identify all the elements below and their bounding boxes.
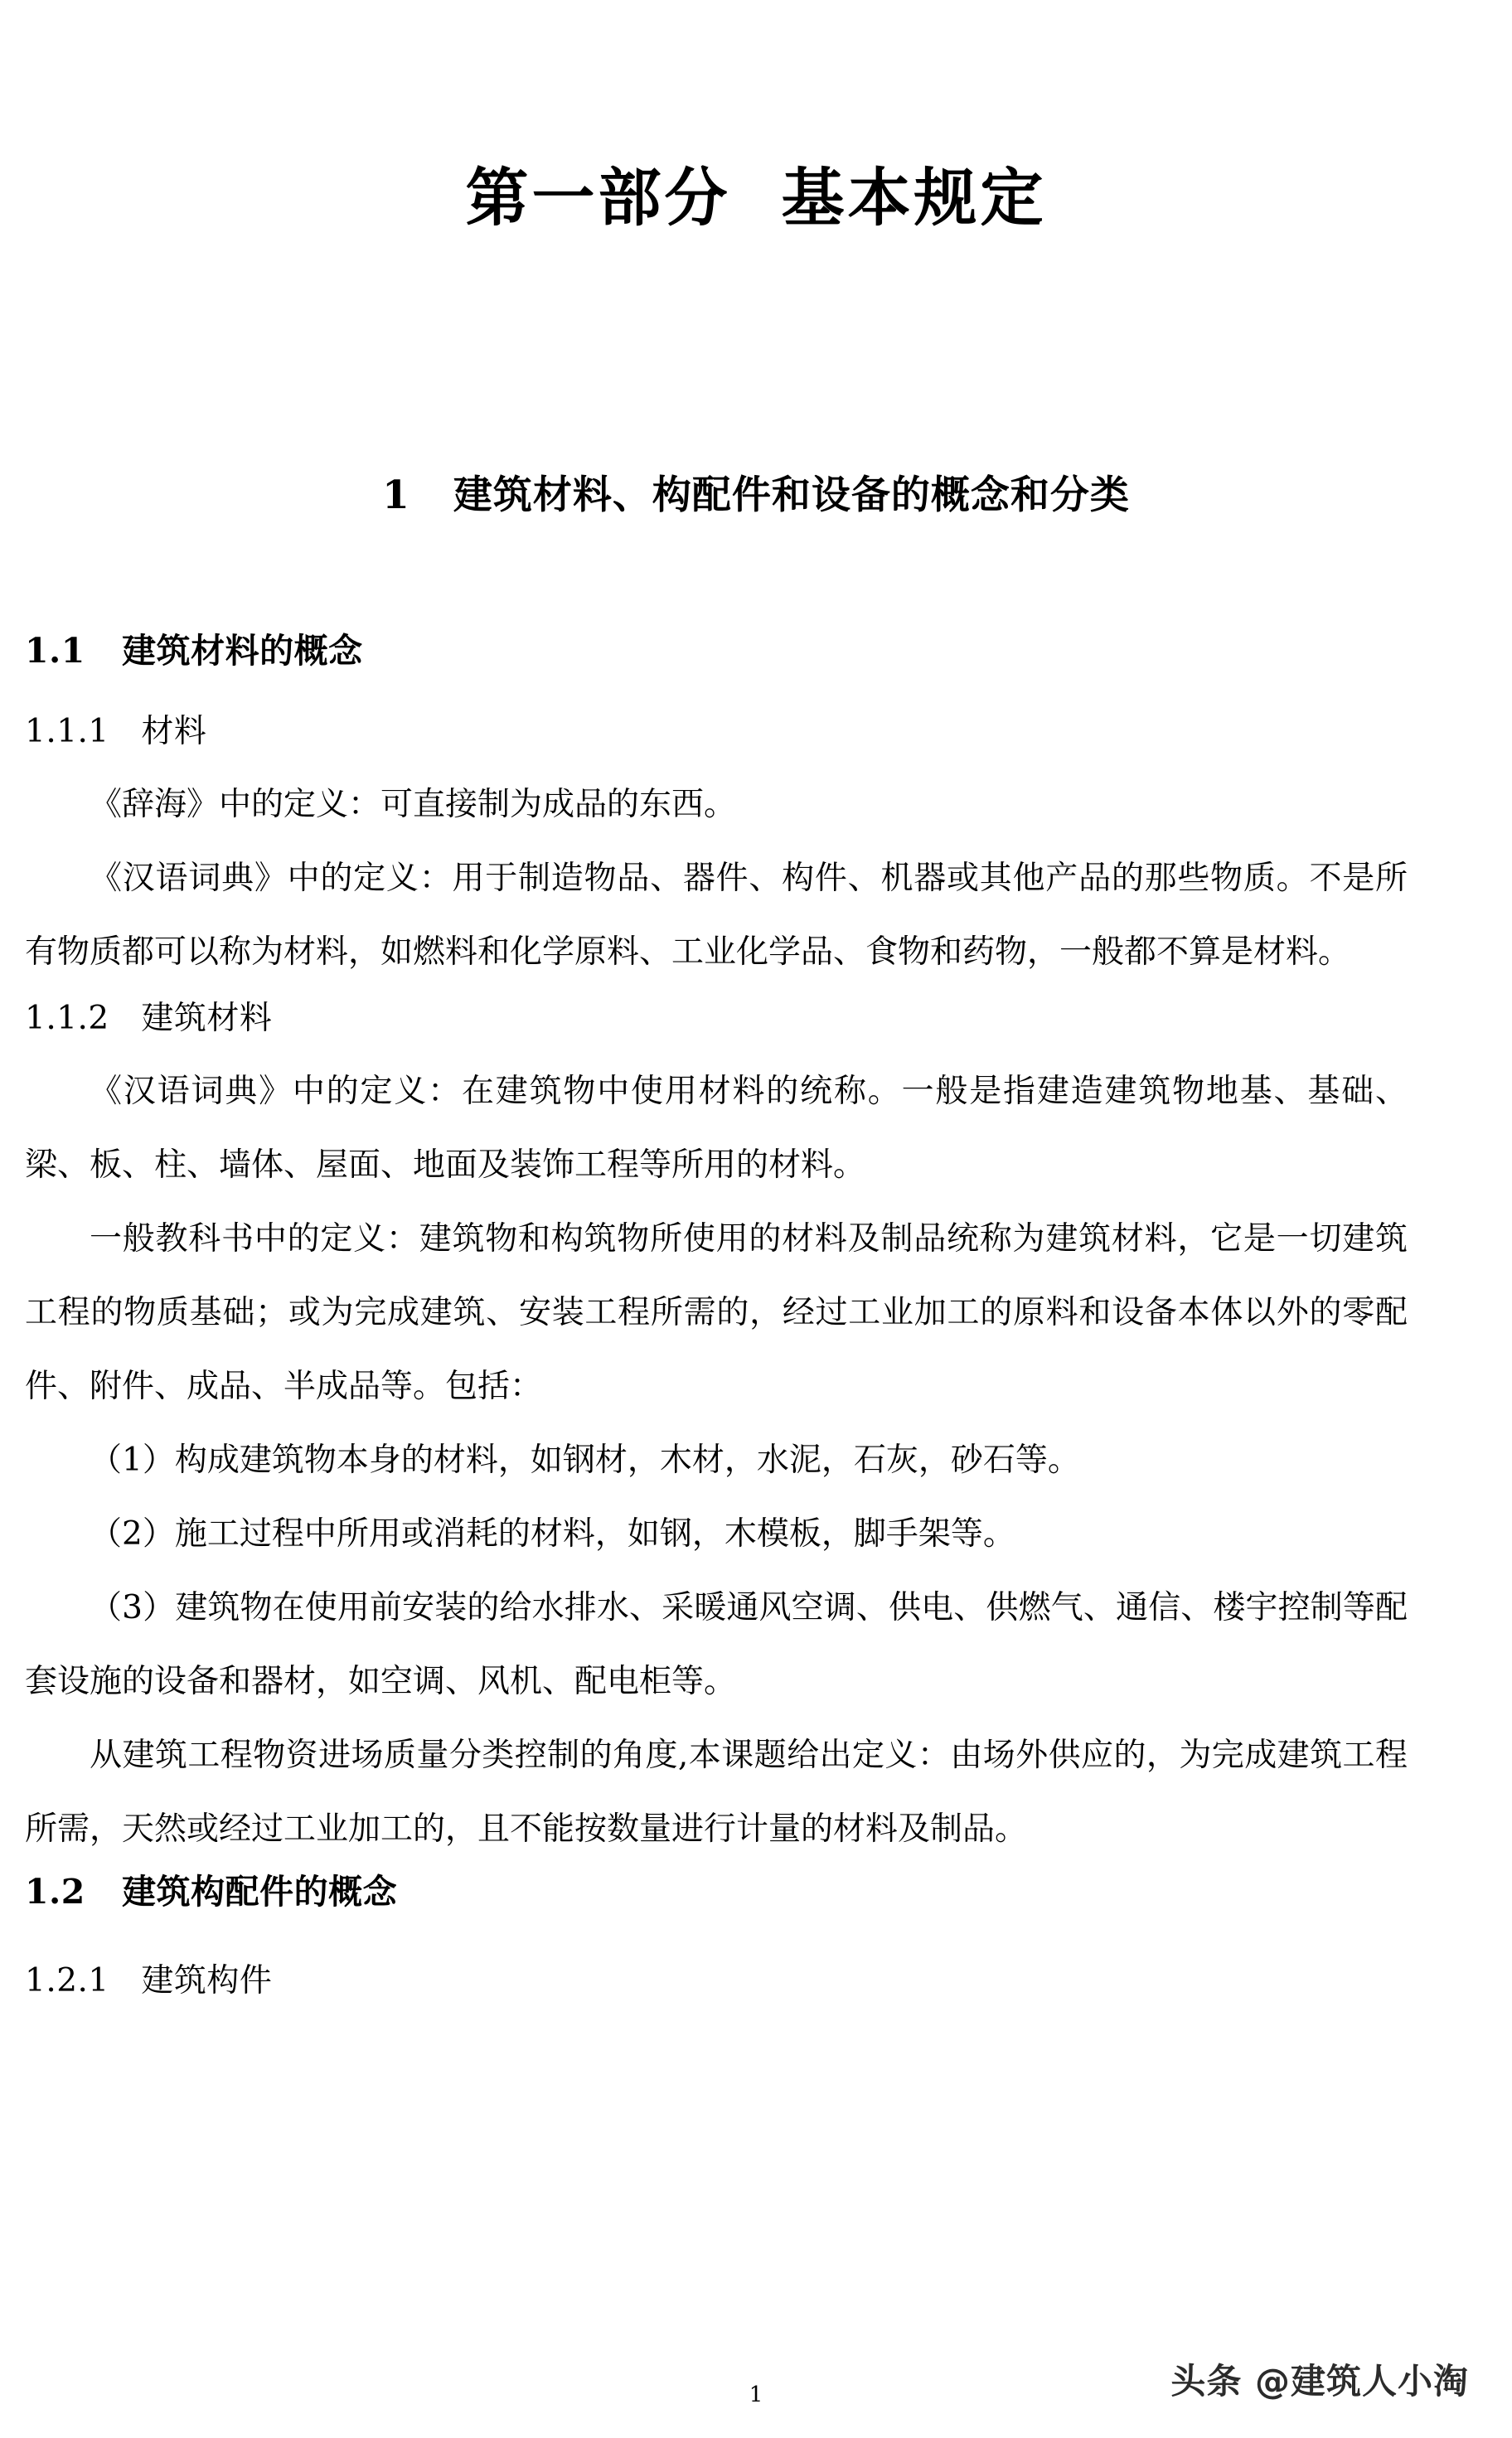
watermark: 头条 @建筑人小淘 bbox=[1170, 2361, 1469, 2402]
paragraph-hanyu-dictionary-material: 《汉语词典》中的定义：用于制造物品、器件、构件、机器或其他产品的那些物质。不是所有物质都可以称为材料，如燃料和化学原料、工业化学品、食物和药物，一般都不算是材料。 bbox=[25, 860, 1408, 971]
paragraph-textbook-definition: 一般教科书中的定义：建筑物和构筑物所使用的材料及制品统称为建筑材料，它是一切建筑工程的物质基础；或为完成建筑、安装工程所需的，经过工业加工的原料和设备本体以外的零配件、附件、成品、半成品等。包括： bbox=[25, 1219, 1408, 1405]
spacer bbox=[25, 672, 1408, 712]
paragraph-cihai-definition: 《辞海》中的定义：可直接制为成品的东西。 bbox=[90, 786, 737, 823]
spacer bbox=[25, 1040, 1408, 1054]
paragraph-project-definition: 从建筑工程物资进场质量分类控制的角度,本课题给出定义：由场外供应的，为完成建筑工程所需，天然或经过工业加工的，且不能按数量进行计量的材料及制品。 bbox=[25, 1736, 1408, 1848]
page-title: 第一部分 基本规定 bbox=[465, 161, 1047, 235]
list-item-1: （1）构成建筑物本身的材料，如钢材，木材，水泥，石灰，砂石等。 bbox=[90, 1441, 1080, 1479]
subsection-heading-1-1-1: 1.1.1 材料 bbox=[25, 713, 207, 751]
section-heading-1-2: 1.2 建筑构配件的概念 bbox=[25, 1871, 398, 1912]
chapter-heading: 1 建筑材料、构配件和设备的概念和分类 bbox=[382, 473, 1130, 518]
subsection-heading-1-2-1: 1.2.1 建筑构件 bbox=[25, 1962, 273, 1999]
section-heading-1-1: 1.1 建筑材料的概念 bbox=[25, 631, 363, 671]
subsection-heading-1-1-2: 1.1.2 建筑材料 bbox=[25, 1000, 273, 1037]
spacer bbox=[25, 989, 1408, 999]
list-item-2: （2）施工过程中所用或消耗的材料，如钢，木模板，脚手架等。 bbox=[90, 1515, 1015, 1553]
page-number: 1 bbox=[749, 2382, 763, 2407]
spacer bbox=[25, 1913, 1408, 1961]
paragraph-hanyu-dictionary-building-material: 《汉语词典》中的定义：在建筑物中使用材料的统称。一般是指建造建筑物地基、基础、梁、板、柱、墙体、屋面、地面及装饰工程等所用的材料。 bbox=[25, 1072, 1408, 1184]
list-item-3: （3）建筑物在使用前安装的给水排水、采暖通风空调、供电、供燃气、通信、楼宇控制等配套设施的设备和器材，如空调、风机、配电柜等。 bbox=[25, 1588, 1408, 1700]
spacer bbox=[25, 753, 1408, 768]
body-content bbox=[25, 630, 1408, 2002]
